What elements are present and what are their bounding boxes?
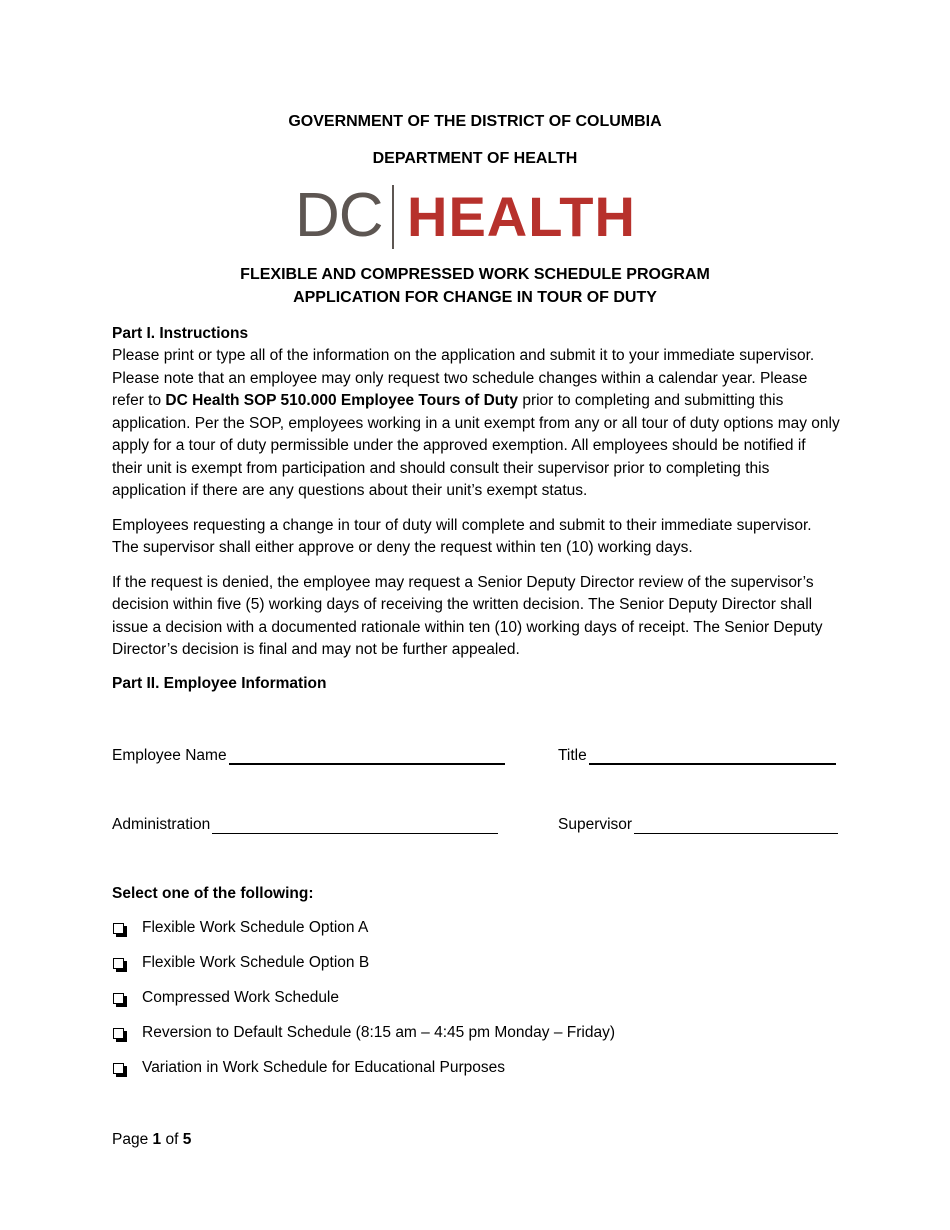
select-heading: Select one of the following:	[112, 885, 314, 902]
option-label: Reversion to Default Schedule (8:15 am – 4:45 pm Monday – Friday)	[142, 1024, 615, 1041]
option-label: Compressed Work Schedule	[142, 989, 339, 1006]
of-label: of	[165, 1131, 179, 1148]
checkbox-icon[interactable]	[113, 1028, 124, 1039]
form-title-line2: APPLICATION FOR CHANGE IN TOUR OF DUTY	[293, 289, 657, 306]
title-input-line[interactable]	[589, 745, 836, 765]
page-label: Page	[112, 1131, 149, 1148]
page-number	[112, 1131, 191, 1149]
instructions-paragraph-3: If the request is denied, the employee may request a Senior Deputy Director review of the supervisor’s decision within five (5) working days of receiving the written decision. The Senior Deputy Director shall issue a decision with a documented rationale within ten (10) working days of receipt. The Senior Deputy Director’s decision is final and may not be further appealed.	[112, 573, 823, 658]
part1-heading: Part I. Instructions	[112, 325, 249, 342]
instructions-p1-start: Please print or type all of the information on the application and submit it to your immediate supervisor. Please note that an employee may only request two schedule changes within a calendar year. Please refer to	[112, 347, 815, 409]
title-label: Title	[558, 747, 587, 764]
form-title-line1: FLEXIBLE AND COMPRESSED WORK SCHEDULE PROGRAM	[240, 266, 710, 283]
sop-reference: DC Health SOP 510.000 Employee Tours of Duty	[165, 392, 519, 409]
instructions-p1-end: prior to completing and submitting this application. Per the SOP, employees working in a unit exempt from any or all tour of duty options may only apply for a tour of duty permissible under the approved exemption. All employees should be notified if their unit is exempt from participation and should consult their supervisor prior to completing this application if there are any questions about their unit’s exempt status.	[112, 392, 840, 499]
logo-divider	[392, 185, 394, 249]
supervisor-field[interactable]	[558, 815, 838, 834]
checkbox-icon[interactable]	[113, 993, 124, 1004]
administration-input-line[interactable]	[212, 815, 498, 834]
supervisor-label: Supervisor	[558, 816, 633, 833]
option-flexible-a[interactable]	[112, 919, 368, 937]
option-label: Flexible Work Schedule Option A	[142, 919, 369, 936]
part2-heading: Part II. Employee Information	[112, 675, 327, 692]
checkbox-icon[interactable]	[113, 923, 124, 934]
employee-name-input-line[interactable]	[229, 745, 505, 765]
option-label: Flexible Work Schedule Option B	[142, 954, 370, 971]
instructions-paragraph-1	[112, 345, 840, 503]
instructions-block	[112, 345, 840, 662]
logo-dc-text: DC	[295, 181, 383, 250]
page-current: 1	[152, 1131, 162, 1148]
department-heading: DEPARTMENT OF HEALTH	[372, 150, 578, 167]
option-compressed[interactable]	[112, 989, 339, 1007]
administration-label: Administration	[112, 816, 211, 833]
option-label: Variation in Work Schedule for Educational Purposes	[142, 1059, 506, 1076]
option-educational-variation[interactable]	[112, 1059, 505, 1077]
dc-health-logo	[295, 181, 655, 254]
administration-field[interactable]	[112, 815, 498, 834]
checkbox-icon[interactable]	[113, 1063, 124, 1074]
logo-health-text: HEALTH	[407, 185, 636, 248]
title-field[interactable]	[558, 745, 836, 765]
supervisor-input-line[interactable]	[634, 815, 838, 834]
option-reversion-default[interactable]	[112, 1024, 615, 1042]
page-total: 5	[182, 1131, 192, 1148]
checkbox-icon[interactable]	[113, 958, 124, 969]
option-flexible-b[interactable]	[112, 954, 369, 972]
employee-name-label: Employee Name	[112, 747, 227, 764]
government-heading: GOVERNMENT OF THE DISTRICT OF COLUMBIA	[288, 113, 662, 130]
employee-name-field[interactable]	[112, 745, 505, 765]
instructions-paragraph-2: Employees requesting a change in tour of duty will complete and submit to their immediate supervisor. The supervisor shall either approve or deny the request within ten (10) working days.	[112, 516, 812, 556]
